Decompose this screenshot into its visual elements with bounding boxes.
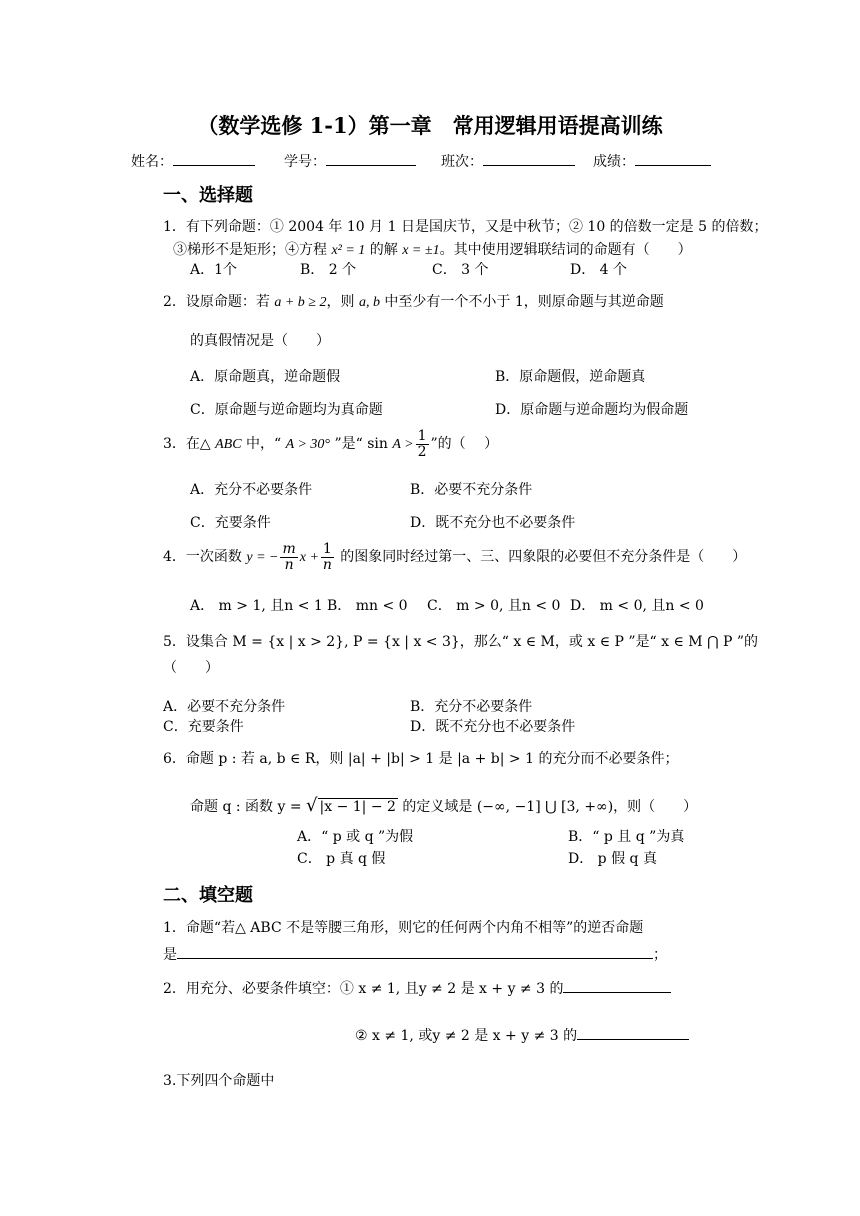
q6-option-c: C． p 真 q 假 bbox=[297, 851, 386, 867]
q3-frac-num: 1 bbox=[417, 428, 427, 444]
q2-math1: a + b ≥ 2 bbox=[274, 295, 327, 310]
q6-option-d: D． p 假 q 真 bbox=[568, 851, 657, 867]
q1-line2-b: 的解 bbox=[365, 242, 403, 258]
q2-line1-a: 2．设原命题：若 bbox=[163, 294, 275, 310]
q4-text-a: 4．一次函数 bbox=[163, 549, 247, 566]
q2-option-c: C．原命题与逆命题均为真命题 bbox=[190, 402, 383, 418]
q3-option-d: D．既不充分也不必要条件 bbox=[410, 515, 576, 531]
q5-option-d: D．既不充分也不必要条件 bbox=[410, 719, 576, 735]
q3-frac-den: 2 bbox=[417, 443, 427, 460]
q4-frac2-den: n bbox=[322, 556, 332, 573]
fill-q2-line1-text: 2．用充分、必要条件填空：① x ≠ 1, 且y ≠ 2 是 x + y ≠ 3 的 bbox=[163, 981, 564, 997]
q4-option-a: A． m > 1, 且n < 1 bbox=[190, 598, 323, 614]
name-blank bbox=[173, 151, 255, 166]
q1-line2-a: ③梯形不是矩形；④方程 bbox=[173, 242, 332, 258]
q3-option-b: B．必要不充分条件 bbox=[410, 482, 533, 498]
name-label: 姓名： bbox=[131, 154, 173, 170]
q5-line1: 5．设集合 M = {x | x > 2}, P = {x | x < 3}，那么“ x ∈ M，或 x ∈ P ”是“ x ∈ M ⋂ P ”的 bbox=[163, 634, 759, 650]
q4-option-b: B． mn < 0 bbox=[327, 598, 408, 614]
id-label: 学号： bbox=[284, 154, 326, 170]
class-label: 班次： bbox=[441, 154, 483, 170]
q3-text-d: ”的（ ） bbox=[430, 436, 499, 453]
q5-option-a: A．必要不充分条件 bbox=[163, 699, 286, 715]
fill-q1-line1: 1．命题“若△ ABC 不是等腰三角形，则它的任何两个内角不相等”的逆否命题 bbox=[163, 920, 644, 936]
fill-q1-line2 bbox=[163, 943, 667, 964]
page-title: （数学选修 1-1）第一章 常用逻辑用语提高训练 bbox=[197, 113, 663, 138]
score-blank bbox=[635, 151, 711, 166]
q2-option-b: B．原命题假，逆命题真 bbox=[495, 369, 646, 385]
q4-fraction-1 bbox=[280, 542, 297, 572]
q1-eq2: x = ±1 bbox=[402, 243, 440, 258]
q2-option-d: D．原命题与逆命题均为假命题 bbox=[495, 402, 689, 418]
fill-q2-line2 bbox=[355, 1024, 689, 1045]
q2-line2: 的真假情况是（ ） bbox=[190, 333, 330, 349]
section1-heading: 一、选择题 bbox=[163, 185, 253, 206]
fill-q1-end: ； bbox=[653, 947, 667, 963]
q5-option-c: C．充要条件 bbox=[163, 719, 244, 735]
q6-line2 bbox=[190, 795, 697, 817]
q4-fraction-2 bbox=[321, 542, 334, 572]
q6-line1: 6．命题 p : 若 a, b ∈ R，则 |a| + |b| > 1 是 |a + b| > 1 的充分而不必要条件； bbox=[163, 751, 679, 767]
q3-cond1: A > 30° bbox=[285, 437, 330, 453]
fill-q1-line2-label: 是 bbox=[163, 947, 177, 963]
q4-eq-b: x + bbox=[299, 550, 319, 566]
q4-frac1-num: m bbox=[282, 541, 296, 557]
fill-q2-blank-1 bbox=[563, 977, 671, 993]
q6-line2-b: 的定义域是 (−∞, −1] ⋃ [3, +∞)，则（ ） bbox=[397, 799, 698, 815]
q3-option-a: A．充分不必要条件 bbox=[190, 482, 313, 498]
q1-line1: 1．有下列命题：① 2004 年 10 月 1 日是国庆节，又是中秋节；② 10 的倍数一定是 5 的倍数； bbox=[163, 219, 768, 235]
q2-line1-c: 中至少有一个不小于 1，则原命题与其逆命题 bbox=[379, 294, 664, 310]
fill-q1-answer-blank bbox=[177, 943, 653, 959]
q6-sqrt-body: |x − 1| − 2 bbox=[319, 799, 396, 815]
q4-option-c: C． m > 0, 且n < 0 bbox=[427, 598, 561, 614]
q2-line1 bbox=[163, 294, 664, 312]
q5-option-b: B．充分不必要条件 bbox=[410, 699, 533, 715]
q1-eq1: x² = 1 bbox=[331, 243, 366, 258]
class-blank bbox=[483, 151, 575, 166]
q1-option-c: C． 3 个 bbox=[432, 262, 489, 278]
fill-q2-line2-text: ② x ≠ 1, 或y ≠ 2 是 x + y ≠ 3 的 bbox=[355, 1028, 578, 1044]
fill-q3-line1: 3.下列四个命题中 bbox=[163, 1073, 275, 1089]
q6-line2-a: 命题 q : 函数 y = bbox=[190, 799, 307, 815]
q4-frac1-den: n bbox=[284, 556, 294, 573]
q3-text-a: 3．在△ bbox=[163, 436, 216, 453]
q2-line1-b: ，则 bbox=[326, 294, 359, 310]
id-blank bbox=[326, 151, 416, 166]
fill-q2-blank-2 bbox=[577, 1024, 689, 1040]
q1-line2 bbox=[173, 242, 692, 260]
q3-text-b: 中，“ bbox=[241, 436, 286, 453]
section2-heading: 二、填空题 bbox=[163, 885, 253, 906]
sqrt-symbol: √ bbox=[306, 795, 318, 816]
q2-math2: a, b bbox=[358, 295, 380, 310]
q6-option-b: B．“ p 且 q ”为真 bbox=[568, 829, 685, 845]
q3-fraction bbox=[416, 429, 429, 459]
score-label: 成绩： bbox=[593, 154, 635, 170]
q1-option-a: A．1个 bbox=[190, 262, 238, 278]
q2-option-a: A．原命题真，逆命题假 bbox=[190, 369, 341, 385]
q3-abc: ABC bbox=[215, 437, 242, 453]
q1-option-d: D． 4 个 bbox=[570, 262, 628, 278]
q3-cond2: A > bbox=[392, 437, 414, 453]
id-field bbox=[284, 151, 416, 171]
q6-option-a: A．“ p 或 q ”为假 bbox=[297, 829, 414, 845]
name-field bbox=[131, 151, 255, 171]
q4-frac2-num: 1 bbox=[322, 541, 332, 557]
q4-text-b: 的图象同时经过第一、三、四象限的必要但不充分条件是（ ） bbox=[335, 549, 747, 566]
q4-option-d: D． m < 0, 且n < 0 bbox=[570, 598, 704, 614]
q1-option-b: B． 2 个 bbox=[300, 262, 357, 278]
score-field bbox=[593, 151, 711, 171]
q4-eq-a: y = − bbox=[246, 550, 279, 566]
fill-q2-line1 bbox=[163, 977, 671, 998]
q3-text-c: ”是“ sin bbox=[330, 436, 393, 453]
q3-option-c: C．充要条件 bbox=[190, 515, 271, 531]
q1-line2-c: 。其中使用逻辑联结词的命题有（ ） bbox=[439, 242, 692, 258]
class-field bbox=[441, 151, 575, 171]
q5-line2: （ ） bbox=[163, 660, 219, 676]
q3-line bbox=[163, 429, 498, 459]
q4-line bbox=[163, 542, 746, 572]
